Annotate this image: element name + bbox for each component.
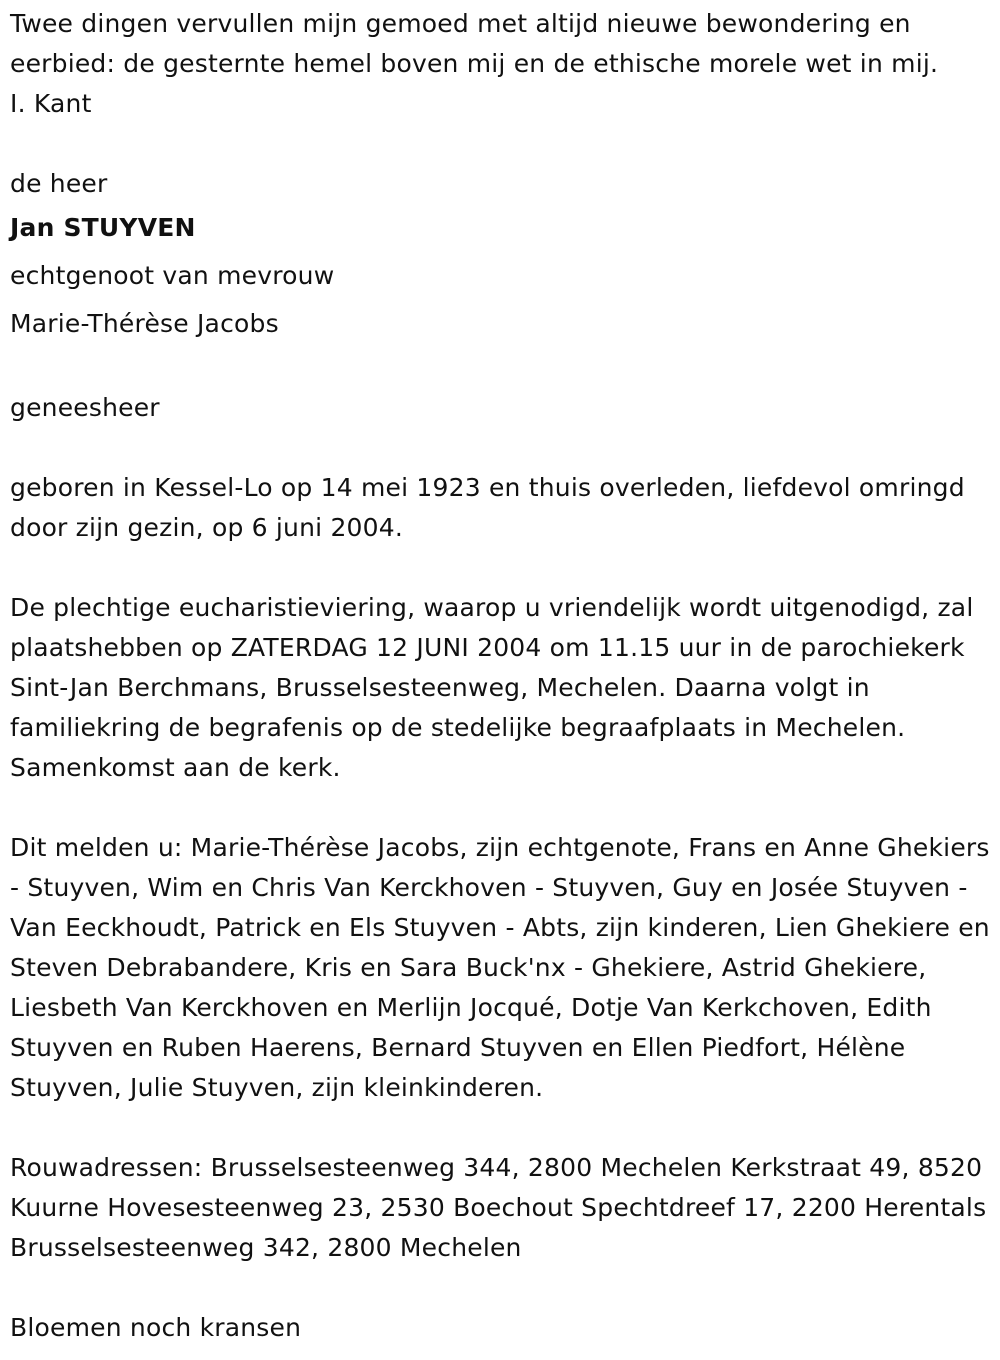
quote-text: Twee dingen vervullen mijn gemoed met altijd nieuwe bewondering en eerbied: de gesternte hemel boven mij en de ethische morele wet in mij. — [10, 9, 939, 78]
spacer — [10, 548, 995, 588]
obituary-document — [10, 4, 995, 1348]
spacer — [10, 1108, 995, 1148]
spacer — [10, 1268, 995, 1308]
spacer — [10, 428, 995, 468]
announcers-paragraph: Dit melden u: Marie-Thérèse Jacobs, zijn echtgenote, Frans en Anne Ghekiers - Stuyven, Wim en Chris Van Kerckhoven - Stuyven, Guy en Josée Stuyven - Van Eeckhoudt, Patrick en Els Stuyven - Abts, zijn kinderen, Lien Ghekiere en Steven Debrabandere, Kris en Sara Buck'nx - Ghekiere, Astrid Ghekiere, Liesbeth Van Kerckhoven en Merlijn Jocqué, Dotje Van Kerkchoven, Edith Stuyven en Ruben Haerens, Bernard Stuyven en Ellen Piedfort, Hélène Stuyven, Julie Stuyven, zijn kleinkinderen. — [10, 833, 990, 1102]
ceremony-paragraph: De plechtige eucharistieviering, waarop u vriendelijk wordt uitgenodigd, zal plaatshebben op ZATERDAG 12 JUNI 2004 om 11.15 uur in de parochiekerk Sint-Jan Berchmans, Brusselsesteenweg, Mechelen. Daarna volgt in familiekring de begrafenis op de stedelijke begraafplaats in Mechelen. Samenkomst aan de kerk. — [10, 593, 974, 782]
spouse-label: echtgenoot van mevrouw — [10, 261, 335, 290]
addresses-paragraph: Rouwadressen: Brusselsesteenweg 344, 2800 Mechelen Kerkstraat 49, 8520 Kuurne Hovesesteenweg 23, 2530 Boechout Spechtdreef 17, 2200 Herentals Brusselsesteenweg 342, 2800 Mechelen — [10, 1153, 987, 1262]
birth-death-paragraph: geboren in Kessel-Lo op 14 mei 1923 en thuis overleden, liefdevol omringd door zijn gezin, op 6 juni 2004. — [10, 473, 965, 542]
spacer — [10, 124, 995, 164]
spouse-name: Marie-Thérèse Jacobs — [10, 309, 279, 338]
spacer — [10, 348, 995, 388]
deceased-name: Jan STUYVEN — [10, 213, 196, 242]
spacer — [10, 788, 995, 828]
profession: geneesheer — [10, 393, 160, 422]
deceased-title: de heer — [10, 169, 108, 198]
closing-note: Bloemen noch kransen — [10, 1313, 302, 1342]
quote-author: I. Kant — [10, 89, 92, 118]
